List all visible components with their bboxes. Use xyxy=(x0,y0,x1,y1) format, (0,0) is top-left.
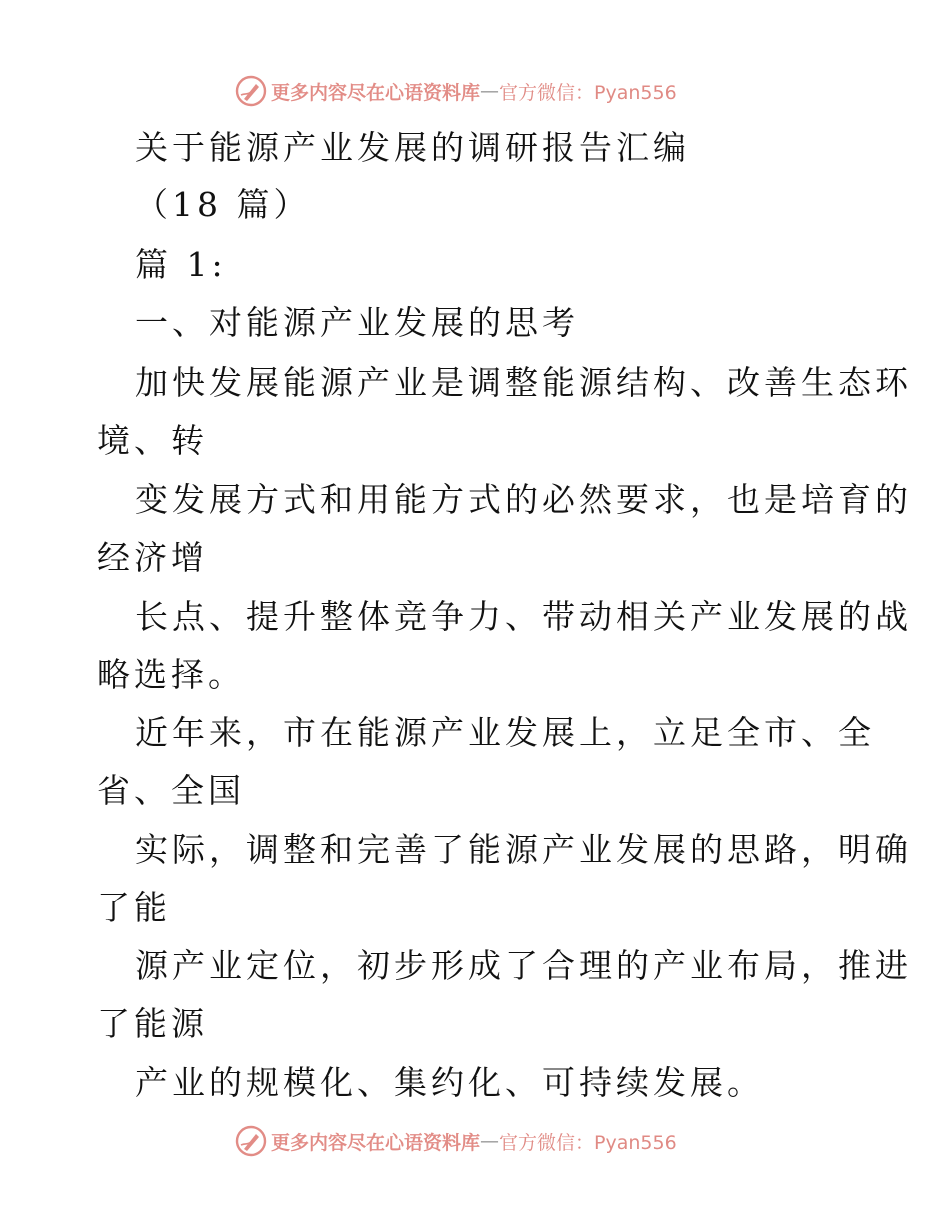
document-title-line-2: （18 篇） xyxy=(135,185,311,224)
watermark-wechat-text: 官方微信：Pyan556 xyxy=(499,81,677,104)
paragraph-line: 省、全国 xyxy=(97,771,245,810)
quill-pen-logo-icon xyxy=(235,75,267,107)
paragraph-line: 产业的规模化、集约化、可持续发展。 xyxy=(135,1063,764,1102)
footer-watermark xyxy=(235,1124,677,1158)
paragraph-line: 加快发展能源产业是调整能源结构、改善生态环 xyxy=(135,363,912,402)
paragraph-line: 近年来，市在能源产业发展上，立足全市、全 xyxy=(135,713,875,752)
watermark-separator: — xyxy=(480,1130,500,1152)
header-watermark xyxy=(235,74,677,108)
chapter-label: 篇 1: xyxy=(135,245,227,284)
paragraph-line: 了能源 xyxy=(97,1004,208,1043)
watermark-brand-text: 更多内容尽在心语资料库 xyxy=(271,81,481,104)
paragraph-line: 源产业定位，初步形成了合理的产业布局，推进 xyxy=(135,946,912,985)
paragraph-line: 长点、提升整体竞争力、带动相关产业发展的战 xyxy=(135,597,912,636)
document-title-line-1: 关于能源产业发展的调研报告汇编 xyxy=(135,128,690,167)
watermark-wechat-text: 官方微信：Pyan556 xyxy=(499,1131,677,1154)
paragraph-line: 经济增 xyxy=(97,538,208,577)
paragraph-line: 实际，调整和完善了能源产业发展的思路，明确 xyxy=(135,830,912,869)
quill-pen-logo-icon xyxy=(235,1125,267,1157)
watermark-separator: — xyxy=(480,80,500,102)
paragraph-line: 变发展方式和用能方式的必然要求，也是培育的 xyxy=(135,480,912,519)
watermark-brand-text: 更多内容尽在心语资料库 xyxy=(271,1131,481,1154)
paragraph-line: 略选择。 xyxy=(97,655,245,694)
section-heading: 一、对能源产业发展的思考 xyxy=(135,303,579,342)
paragraph-line: 了能 xyxy=(97,888,171,927)
paragraph-line: 境、转 xyxy=(97,421,208,460)
